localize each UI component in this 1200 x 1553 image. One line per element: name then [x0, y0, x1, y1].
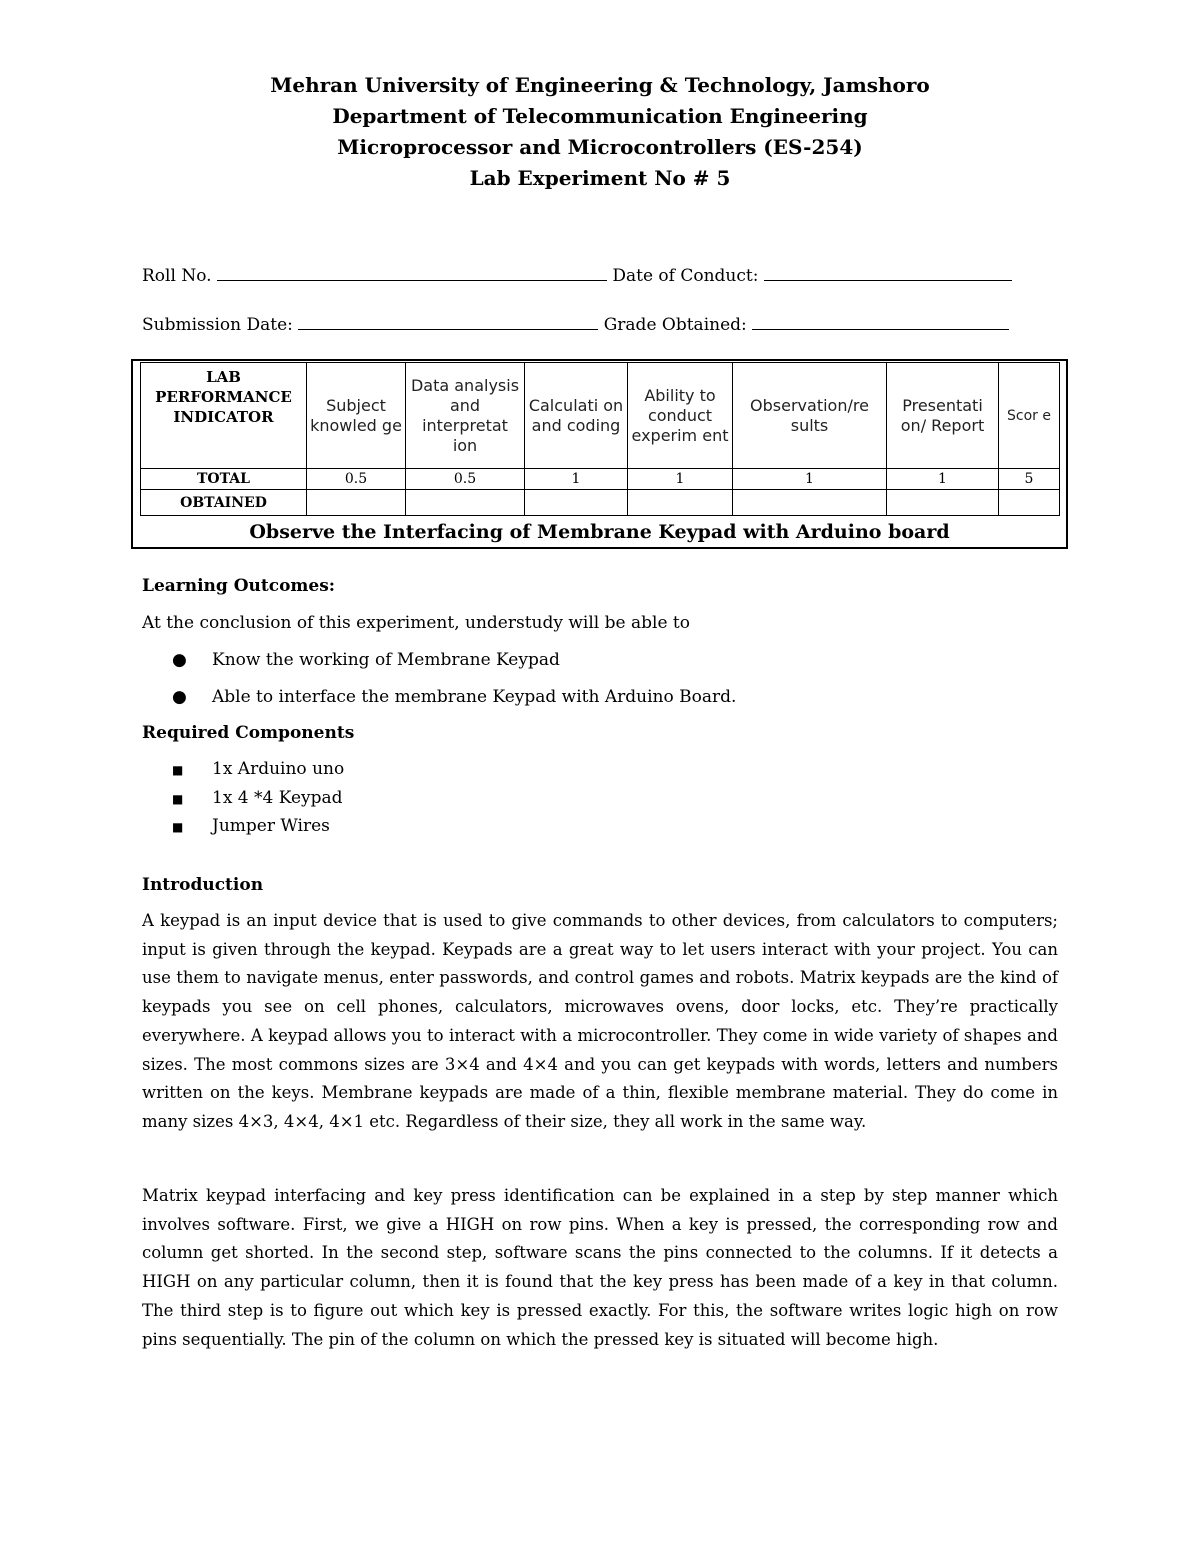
- total-cell: 0.5: [406, 469, 525, 490]
- learning-outcomes-heading: Learning Outcomes:: [142, 576, 336, 596]
- lab-experiment-number: Lab Experiment No # 5: [469, 166, 731, 190]
- learning-intro: At the conclusion of this experiment, understudy will be able to: [142, 613, 690, 633]
- university-name: Mehran University of Engineering & Technology, Jamshoro: [270, 73, 930, 97]
- submission-date-label: Submission Date:: [142, 315, 293, 335]
- obtained-cell[interactable]: [406, 490, 525, 516]
- obtained-cell[interactable]: [733, 490, 887, 516]
- grade-obtained-label: Grade Obtained:: [603, 315, 747, 335]
- total-cell: 1: [525, 469, 628, 490]
- introduction-heading: Introduction: [142, 875, 264, 895]
- obtained-cell[interactable]: [525, 490, 628, 516]
- total-cell: 1: [628, 469, 733, 490]
- submission-grade-row: [142, 311, 1009, 335]
- header-cell: Presentati on/ Report: [887, 363, 999, 469]
- header-cell: Subject knowled ge: [307, 363, 406, 469]
- learning-item: ● Able to interface the membrane Keypad with Arduino Board.: [172, 687, 737, 707]
- required-components-heading: Required Components: [142, 723, 355, 743]
- grade-obtained-blank[interactable]: [752, 311, 1009, 330]
- header-cell: LAB PERFORMANCE INDICATOR: [141, 363, 307, 469]
- total-cell: 1: [733, 469, 887, 490]
- header-cell: Calculati on and coding: [525, 363, 628, 469]
- course-name: Microprocessor and Microcontrollers (ES-254): [337, 135, 863, 159]
- total-row: [141, 469, 1060, 490]
- total-cell: 0.5: [307, 469, 406, 490]
- department-name: Department of Telecommunication Engineering: [332, 104, 868, 128]
- header-cell: Scor e: [999, 363, 1060, 469]
- component-item: ■ Jumper Wires: [172, 816, 330, 836]
- introduction-paragraph-2: Matrix keypad interfacing and key press identification can be explained in a step by step manner which involves software. First, we give a HIGH on row pins. When a key is pressed, the corresponding row and column get shorted. In the second step, software scans the pins connected to the columns. If it detects a HIGH on any particular column, then it is found that the key press has been made of a key in that column. The third step is to figure out which key is pressed exactly. For this, the software writes logic high on row pins sequentially. The pin of the column on which the pressed key is situated will become high.: [142, 1186, 1058, 1349]
- roll-no-blank[interactable]: [217, 262, 607, 281]
- roll-no-label: Roll No.: [142, 266, 212, 286]
- square-bullet-icon: ■: [172, 763, 184, 777]
- learning-item: ● Know the working of Membrane Keypad: [172, 650, 560, 670]
- header-cell: Data analysis and interpretat ion: [406, 363, 525, 469]
- date-of-conduct-blank[interactable]: [764, 262, 1012, 281]
- document-header: [0, 70, 1200, 194]
- submission-date-blank[interactable]: [298, 311, 598, 330]
- bullet-icon: ●: [172, 650, 187, 670]
- component-item: ■ 1x 4 *4 Keypad: [172, 788, 343, 808]
- square-bullet-icon: ■: [172, 820, 184, 834]
- obtained-row: [141, 490, 1060, 516]
- total-cell: 1: [887, 469, 999, 490]
- obtained-cell[interactable]: [887, 490, 999, 516]
- bullet-icon: ●: [172, 687, 187, 707]
- header-cell: Ability to conduct experim ent: [628, 363, 733, 469]
- obtained-cell[interactable]: [628, 490, 733, 516]
- component-item: ■ 1x Arduino uno: [172, 759, 345, 779]
- experiment-title: Observe the Interfacing of Membrane Keypad with Arduino board: [249, 521, 950, 543]
- total-cell: 5: [999, 469, 1060, 490]
- table-header-row: [141, 363, 1060, 469]
- obtained-cell[interactable]: [999, 490, 1060, 516]
- obtained-label: OBTAINED: [141, 490, 307, 516]
- lab-performance-table: [140, 362, 1060, 516]
- introduction-paragraph-1: A keypad is an input device that is used to give commands to other devices, from calculators to computers; input is given through the keypad. Keypads are a great way to let users interact with your project. You can use them to navigate menus, enter passwords, and control games and robots. Matrix keypads are the kind of keypads you see on cell phones, calculators, microwaves ovens, door locks, etc. They’re practically everywhere. A keypad allows you to interact with a microcontroller. They come in wide variety of shapes and sizes. The most commons sizes are 3×4 and 4×4 and you can get keypads with words, letters and numbers written on the keys. Membrane keypads are made of a thin, flexible membrane material. They do come in many sizes 4×3, 4×4, 4×1 etc. Regardless of their size, they all work in the same way.: [142, 911, 1058, 1131]
- square-bullet-icon: ■: [172, 792, 184, 806]
- date-of-conduct-label: Date of Conduct:: [612, 266, 759, 286]
- header-cell: Observation/re sults: [733, 363, 887, 469]
- roll-date-row: [142, 262, 1012, 286]
- total-label: TOTAL: [141, 469, 307, 490]
- obtained-cell[interactable]: [307, 490, 406, 516]
